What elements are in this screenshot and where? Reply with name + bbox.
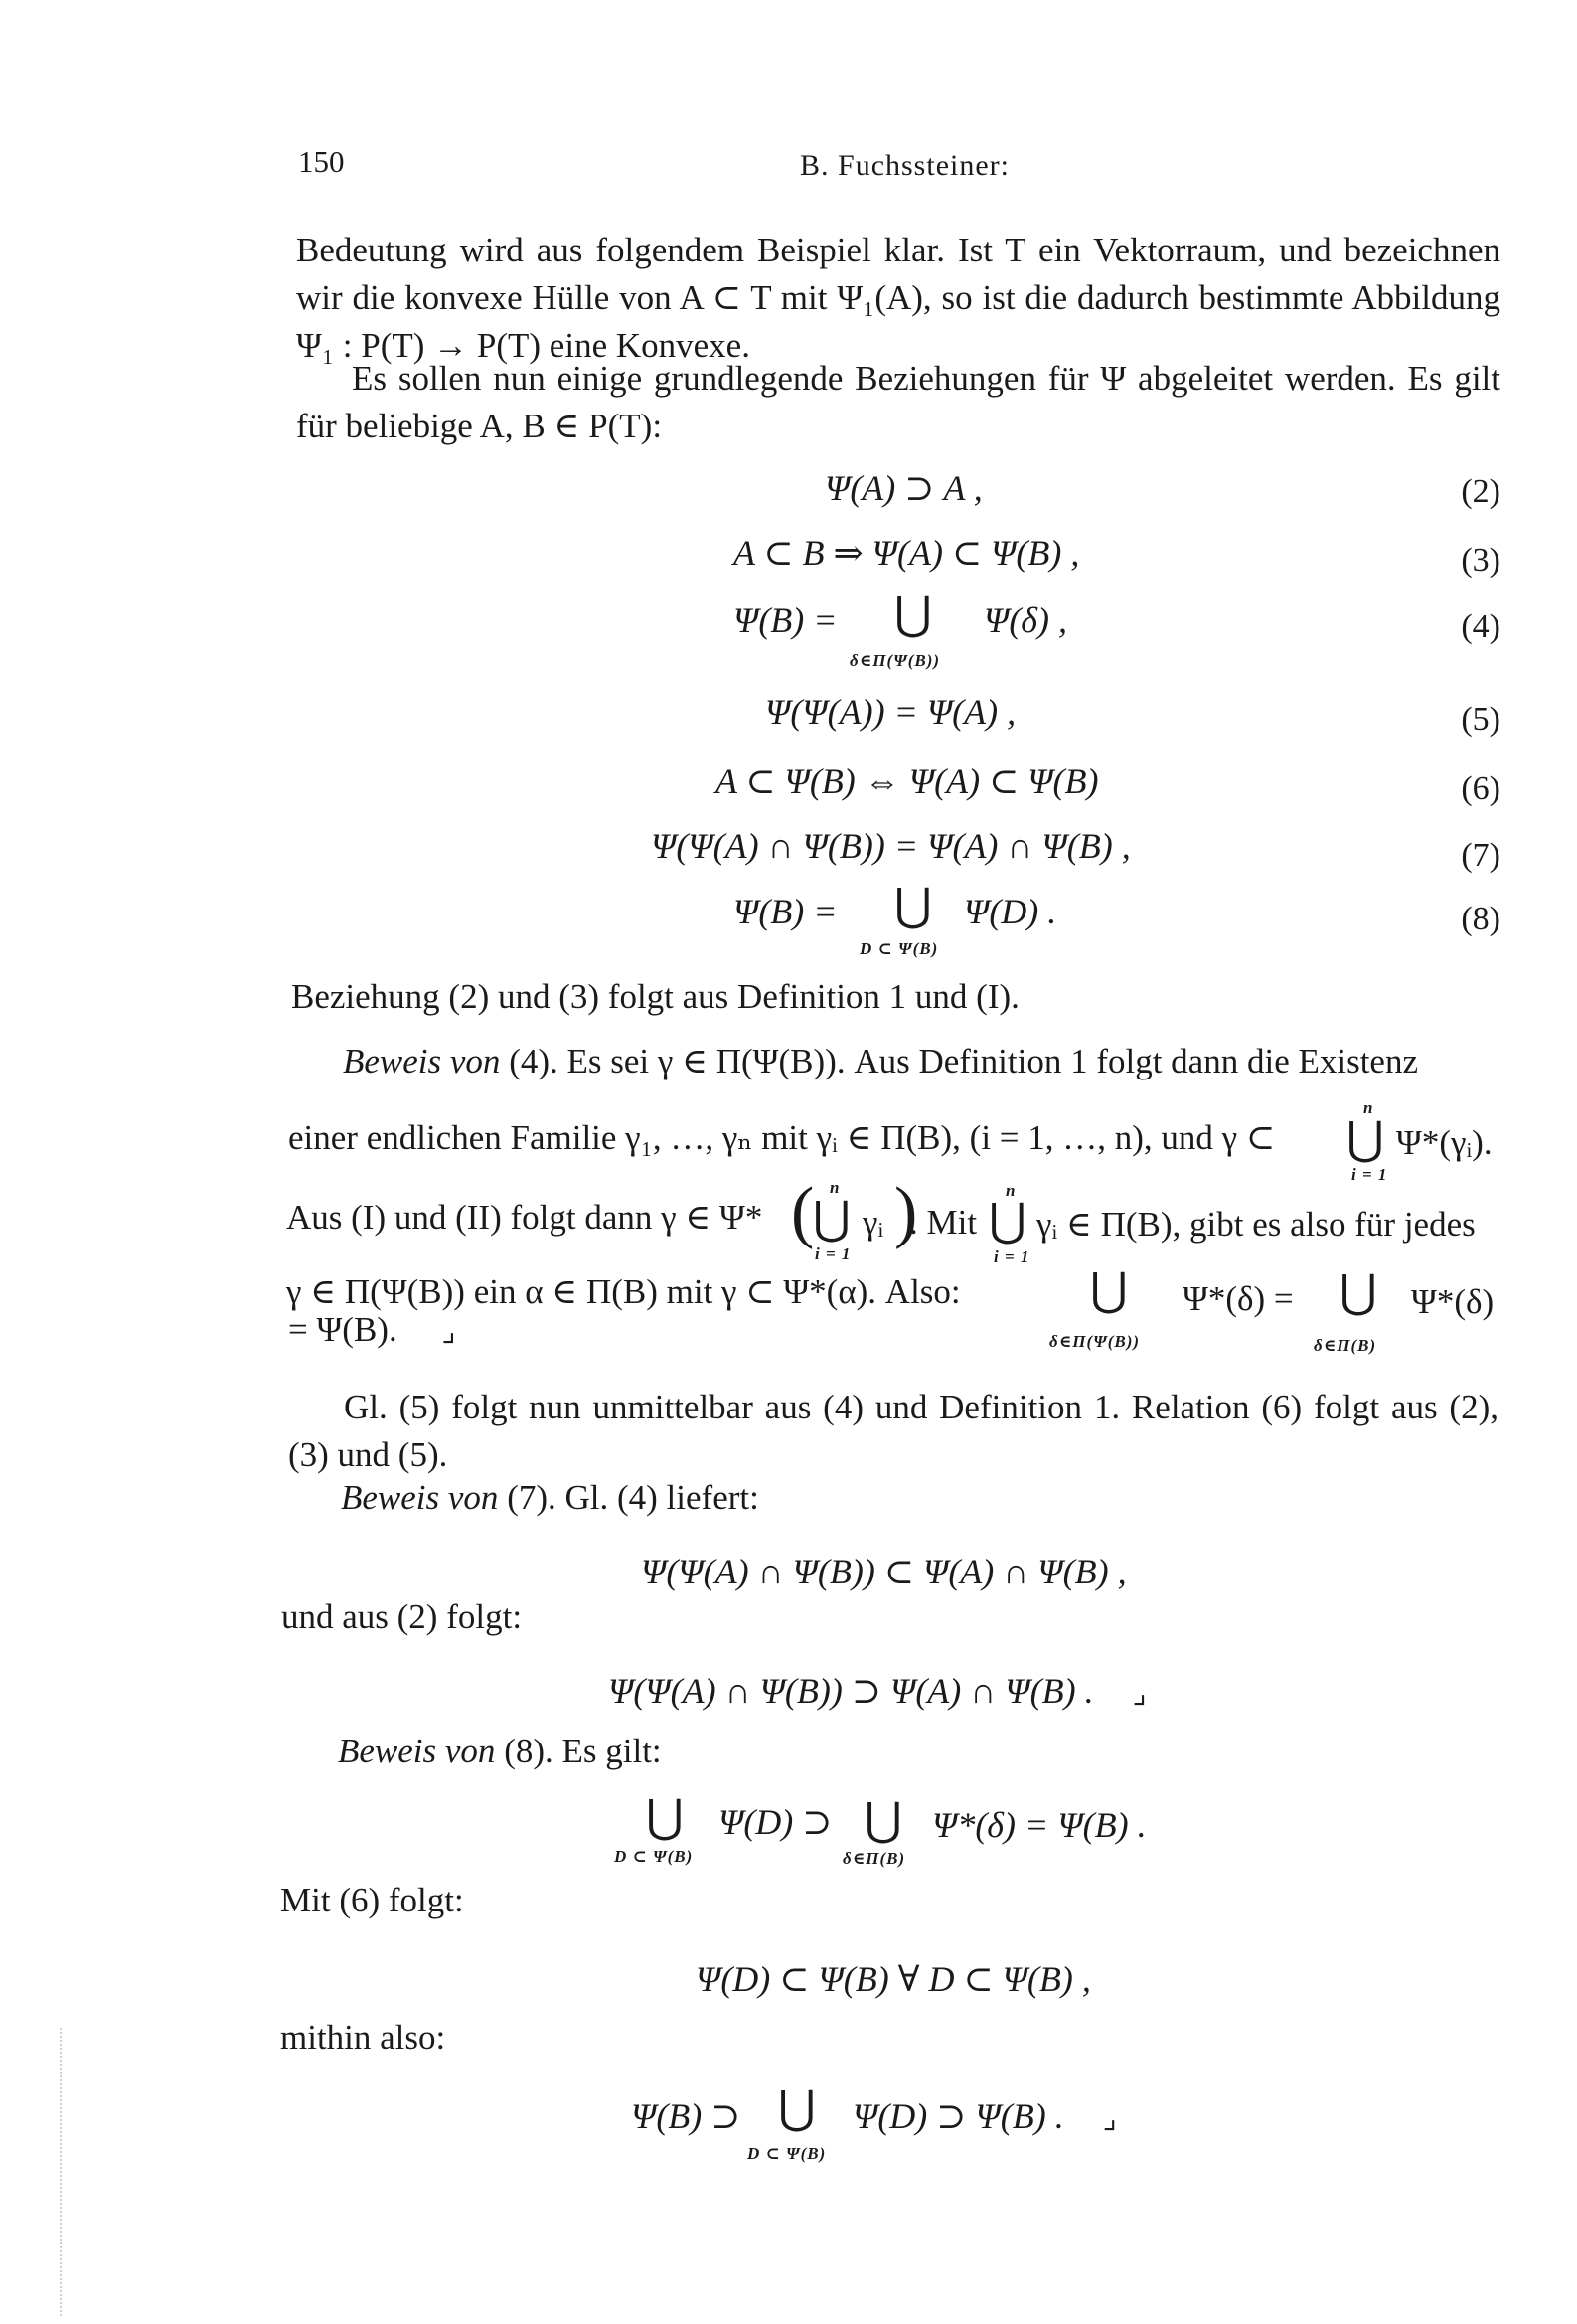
equation-number-3: (3) <box>1461 542 1500 579</box>
equation-4-lhs: Ψ(B) = <box>733 600 838 640</box>
union-superscript: n <box>1006 1181 1017 1200</box>
union-subscript: D ⊂ Ψ(B) <box>860 939 939 958</box>
equation-8b: Ψ(D) ⊂ Ψ(B) ∀ D ⊂ Ψ(B) , <box>696 1959 1091 1999</box>
beweis-7-text: (7). Gl. (4) liefert: <box>498 1478 759 1517</box>
aus-mit: . Mit <box>909 1203 978 1242</box>
gamma-line: γ ∈ Π(Ψ(B)) ein α ∈ Π(B) mit γ ⊂ Ψ*(α). Also: <box>286 1272 961 1311</box>
aus-line <box>286 1198 762 1238</box>
equation-7: Ψ(Ψ(A) ∩ Ψ(B)) = Ψ(A) ∩ Ψ(B) , <box>651 826 1131 866</box>
union-symbol: ⋃ <box>894 880 932 930</box>
aus-tail: γᵢ ∈ Π(B), gibt es also für jedes <box>1036 1205 1476 1244</box>
gl5-paragraph: Gl. (5) folgt nun unmittelbar aus (4) und Definition 1. Relation (6) folgt aus (2), (3) und (5). <box>288 1388 1498 1474</box>
union-symbol: ⋃ <box>1346 1113 1384 1164</box>
page-number: 150 <box>298 144 345 179</box>
qed-mark: ⌟ <box>1102 2102 1117 2135</box>
running-head: B. Fuchssteiner: <box>800 149 1010 182</box>
equation-8c-lhs: Ψ(B) ⊃ <box>631 2096 741 2136</box>
union-subscript: δ∈Π(Ψ(B)) <box>850 651 941 670</box>
und-aus-text: und aus (2) folgt: <box>281 1597 523 1636</box>
equation-5: Ψ(Ψ(A)) = Ψ(A) , <box>765 692 1017 732</box>
scan-margin-specks <box>60 2028 72 2316</box>
union-subscript: D ⊂ Ψ(B) <box>747 2144 827 2163</box>
union-symbol: ⋃ <box>865 1794 902 1845</box>
union-symbol: ⋃ <box>1090 1264 1128 1315</box>
union-symbol: ⋃ <box>1340 1266 1377 1317</box>
mithin-text: mithin also: <box>280 2018 446 2057</box>
equation-8a-mid: Ψ(D) ⊃ <box>718 1802 833 1842</box>
equation-number-8: (8) <box>1461 901 1500 937</box>
union-subscript: D ⊂ Ψ(B) <box>614 1847 694 1866</box>
union-symbol: ⋃ <box>646 1791 684 1842</box>
equation-number-2: (2) <box>1461 473 1500 510</box>
gamma-mid: Ψ*(δ) = <box>1183 1279 1294 1318</box>
equation-6: A ⊂ Ψ(B) ⇔ Ψ(A) ⊂ Ψ(B) <box>715 761 1099 801</box>
beziehung-text: Beziehung (2) und (3) folgt aus Definition 1 und (I). <box>291 977 1020 1016</box>
equation-number-6: (6) <box>1461 770 1500 807</box>
union-subscript: i = 1 <box>1351 1165 1388 1184</box>
equation-8c-text: Ψ(D) ⊃ Ψ(B) . <box>853 2096 1064 2136</box>
paragraph-beziehungen: Es sollen nun einige grundlegende Beziehungen für Ψ abgeleitet werden. Es gilt für beliebige A, B ∈ P(T): <box>296 359 1500 445</box>
aus-inner: γᵢ <box>863 1203 884 1242</box>
union-symbol: ⋃ <box>813 1193 851 1244</box>
union-subscript: δ∈Π(Ψ(B)) <box>1049 1332 1141 1351</box>
paragraph-konvexe: Bedeutung wird aus folgendem Beispiel klar. Ist T ein Vektorraum, und bezeichnen wir die konvexe Hülle von A ⊂ T mit Ψ₁(A), so ist die dadurch bestimmte Abbildung Ψ₁ : P(T) → P(T) eine Konvexe. <box>296 231 1500 365</box>
mit-6-text: Mit (6) folgt: <box>280 1881 464 1919</box>
union-superscript: n <box>1363 1098 1374 1117</box>
equation-number-4: (4) <box>1461 608 1500 645</box>
union-subscript: i = 1 <box>994 1247 1030 1266</box>
equation-number-5: (5) <box>1461 701 1500 738</box>
union-symbol: ⋃ <box>894 588 932 639</box>
familie-line <box>288 1118 1275 1158</box>
equation-8-lhs: Ψ(B) = <box>733 892 838 931</box>
beweis-8-line <box>338 1732 662 1771</box>
union-subscript: i = 1 <box>815 1245 852 1263</box>
union-subscript: δ∈Π(B) <box>1314 1336 1377 1355</box>
beweis-4-text: (4). Es sei γ ∈ Π(Ψ(B)). Aus Definition 1 folgt dann die Existenz <box>500 1042 1418 1080</box>
equation-8-rhs: Ψ(D) . <box>964 892 1057 931</box>
qed-mark: ⌟ <box>1132 1677 1147 1710</box>
equation-3: A ⊂ B ⇒ Ψ(A) ⊂ Ψ(B) , <box>733 533 1080 573</box>
beweis-4-line <box>343 1042 1418 1081</box>
beweis-label: Beweis von <box>341 1478 499 1517</box>
equation-8c-tail <box>853 2095 1117 2137</box>
union-superscript: n <box>830 1178 841 1197</box>
union-symbol: ⋃ <box>778 2082 816 2133</box>
beweis-7-line <box>341 1478 759 1518</box>
qed-mark: ⌟ <box>441 1315 456 1348</box>
equation-7a: Ψ(Ψ(A) ∩ Ψ(B)) ⊂ Ψ(A) ∩ Ψ(B) , <box>641 1552 1127 1591</box>
gamma-line-2-text: = Ψ(B). <box>288 1310 397 1349</box>
right-paren: ) <box>894 1174 918 1250</box>
beweis-label: Beweis von <box>338 1732 496 1770</box>
gamma-tail: Ψ*(δ) <box>1411 1282 1495 1321</box>
beweis-8-text: (8). Es gilt: <box>495 1732 662 1770</box>
familie-text: einer endlichen Familie γ₁, …, γₙ mit γᵢ ∈ Π(B), (i = 1, …, n), und γ ⊂ <box>288 1118 1276 1157</box>
gamma-line-2 <box>288 1310 456 1350</box>
union-symbol: ⋃ <box>989 1195 1026 1245</box>
equation-4-rhs: Ψ(δ) , <box>984 600 1068 640</box>
aus-text: Aus (I) und (II) folgt dann γ ∈ Ψ* <box>286 1198 763 1237</box>
equation-number-7: (7) <box>1461 837 1500 874</box>
equation-2: Ψ(A) ⊃ A , <box>825 468 983 508</box>
equation-7b <box>608 1670 1147 1712</box>
beweis-label: Beweis von <box>343 1042 501 1080</box>
familie-tail: Ψ*(γᵢ). <box>1396 1123 1493 1162</box>
equation-7b-text: Ψ(Ψ(A) ∩ Ψ(B)) ⊃ Ψ(A) ∩ Ψ(B) . <box>608 1671 1094 1711</box>
left-paren: ( <box>791 1174 815 1250</box>
equation-8a-tail: Ψ*(δ) = Ψ(B) . <box>932 1805 1147 1845</box>
union-subscript: δ∈Π(B) <box>843 1849 906 1868</box>
